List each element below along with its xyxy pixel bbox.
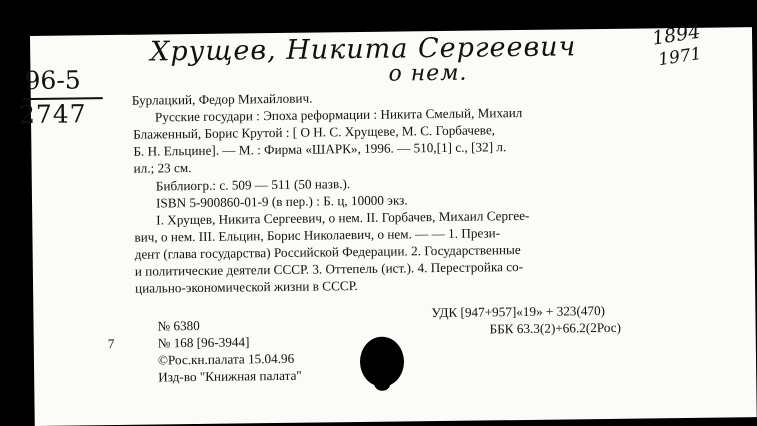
title-line-4: ил.; 23 см. [133,160,192,176]
subject-line-1: I. Хрущев, Никита Сергеевич, о нем. II. Горбачев, Михаил Сергее- [156,207,530,228]
subject-line-2: вич, о нем. III. Ельцин, Борис Николаевич, о нем. — — 1. Прези- [134,225,501,245]
handwritten-subject-suffix: о нем. [388,60,468,87]
shelf-mark-top: 96-5 [24,65,81,96]
card-prefix-7: 7 [107,335,115,352]
title-line-1: Русские государи : Эпоха реформации : Никита Смелый, Михаил [154,104,523,125]
handwritten-death-year: 1971 [657,43,703,71]
publisher-line: Изд-во "Книжная палата" [158,367,302,385]
author-heading: Бурлацкий, Федор Михайлович. [131,90,313,108]
catalog-card [18,20,757,426]
book-chamber-line: ©Рос.кн.палата 15.04.96 [157,350,295,368]
title-line-3: Б. Н. Ельцине]. — М. : Фирма «ШАРК», 1996. — 510,[1] с., [32] л. [133,139,507,159]
isbn-line: ISBN 5-900860-01-9 (в пер.) : Б. ц, 10000 экз. [155,192,408,211]
bibliography-note: Библиогр.: с. 509 — 511 (50 назв.). [155,176,351,194]
subject-line-5: циально-экономической жизни в СССР. [134,278,358,296]
ink-blot-drip [374,377,390,391]
handwritten-subject-heading: Хрущев, Никита Сергеевич [150,31,577,68]
subject-line-4: и политические деятели СССР. 3. Оттепель (ист.). 4. Перестройка со- [134,258,524,279]
shelf-mark-bottom: 2747 [18,99,87,130]
bbk-class: ББК 63.3(2)+66.2(2Рос) [489,319,622,337]
udk-class: УДК [947+957]«19» + 323(470) [431,302,606,321]
card-number-1: № 6380 [157,317,200,334]
title-line-2: Блаженный, Борис Крутой : [ О Н. С. Хрущеве, М. С. Горбачеве, [133,122,496,142]
card-number-2: № 168 [96-3944] [157,334,250,351]
subject-line-3: дент (глава государства) Российской Федерации. 2. Государственные [134,242,521,262]
handwritten-birth-year: 1894 [650,20,702,50]
